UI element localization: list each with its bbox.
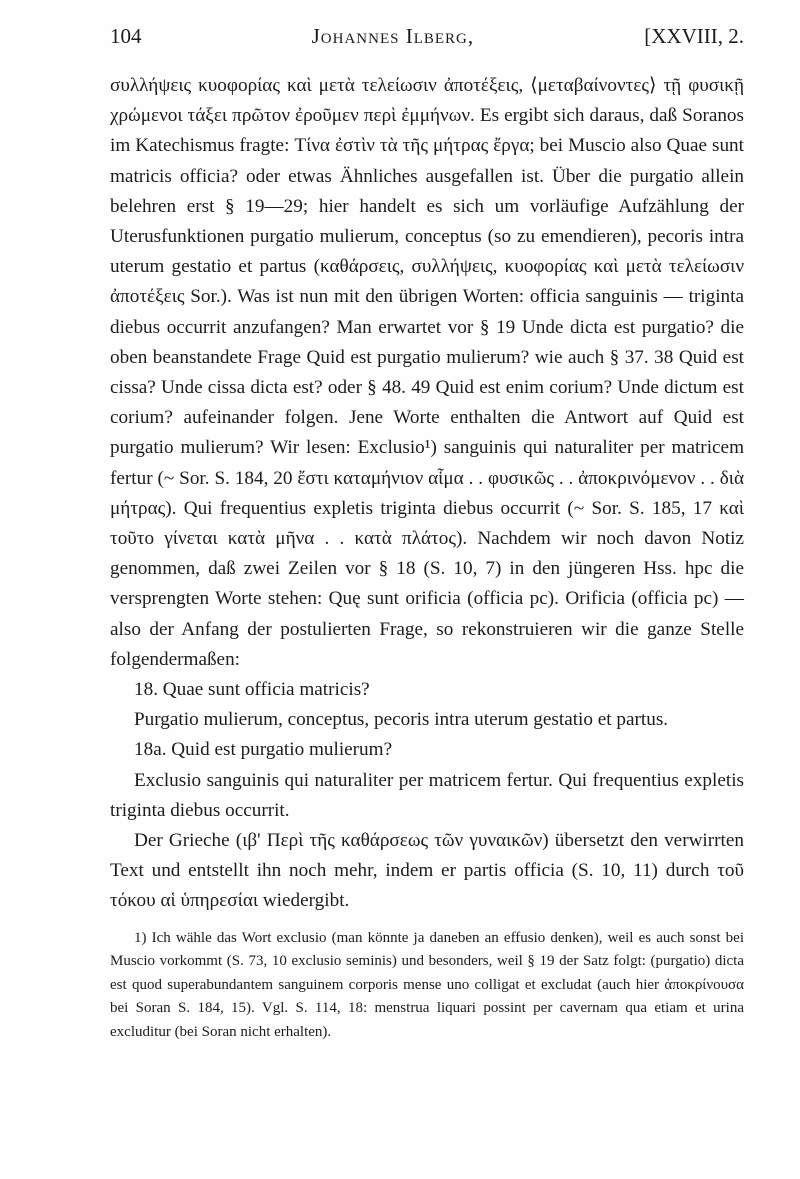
- reconstruction-question-18a: 18a. Quid est purgatio mulierum?: [134, 739, 393, 761]
- main-text: [110, 71, 744, 917]
- paragraph-discussion: συλλήψεις κυοφορίας καὶ μετὰ τελείωσιν ἀποτέξεις, ⟨μεταβαίνοντες⟩ τῇ φυσικῇ χρώμενοι τάξει πρῶτον ἐροῦμεν περὶ ἐμμήνων. Es ergibt sich daraus, daß Soranos im Katechismus fragte: Τίνα ἐστὶν τὰ τῆς μήτρας ἔργα; bei Muscio also Quae sunt matricis officia? oder etwas Ähnliches ausgefallen ist. Über die purgatio allein belehren erst § 19—29; hier handelt es sich um vorläufige Aufzählung der Uterusfunktionen purgatio mulierum, conceptus (so zu emendieren), pecoris intra uterum gestatio et partus (καθάρσεις, συλλήψεις, κυοφορίας καὶ μετὰ τελείωσιν ἀποτέξεις Sor.). Was ist nun mit den übrigen Worten: officia sanguinis — triginta diebus occurrit anzufangen? Man erwartet vor § 19 Unde dicta est purgatio? die oben beanstandete Frage Quid est purgatio mulierum? wie auch § 37. 38 Quid est cissa? Unde cissa dicta est? oder § 48. 49 Quid est enim corium? Unde dictum est corium? aufeinander folgen. Jene Worte enthalten die Antwort auf Quid est purgatio mulierum? Wir lesen: Exclusio¹) sanguinis qui naturaliter per matricem fertur (~ Sor. S. 184, 20 ἔστι καταμήνιον αἷμα . . φυσικῶς . . ἀποκρινόμενον . . διὰ μήτρας). Qui frequentius expletis triginta diebus occurrit (~ Sor. S. 185, 17 καὶ τοῦτο γίνεται κατὰ μῆνα . . κατὰ πλάτος). Nachdem wir noch davon Notiz genommen, daß zwei Zeilen vor § 18 (S. 10, 7) in den jüngeren Hss. hpc die versprengten Worte stehen: Quę sunt orificia (officia pc). Orificia (officia pc) — also der Anfang der postulierten Frage, so rekonstruieren wir die ganze Stelle folgendermaßen:: [110, 75, 744, 670]
- reconstruction-answer-18: Purgatio mulierum, conceptus, pecoris intra uterum gestatio et partus.: [134, 709, 669, 731]
- paragraph-greek-translation: Der Grieche (ιβ' Περὶ τῆς καθάρσεως τῶν γυναικῶν) übersetzt den verwirrten Text und entstellt ihn noch mehr, indem er partis officia (S. 10, 11) durch τοῦ τόκου αἱ ὑπηρεσίαι wiedergibt.: [110, 830, 744, 912]
- page-number: 104: [110, 24, 142, 48]
- volume-reference: [XXVIII, 2.: [644, 24, 744, 48]
- footnote-1: 1) Ich wähle das Wort exclusio (man könnte ja daneben an effusio denken), weil es auch sonst bei Muscio vorkommt (S. 73, 10 exclusio seminis) und besonders, weil § 19 der Satz folgt: (purgatio) dicta est quod superabundantem sanguinem corporis mense uno colligat et excludat (auch hier ἀποκρίνουσα bei Soran S. 184, 15). Vgl. S. 114, 18: menstrua liquari possint per cavernam qua etiam et urina excluditur (bei Soran nicht erhalten).: [110, 929, 744, 1040]
- reconstruction-question-18: 18. Quae sunt officia matricis?: [134, 679, 370, 701]
- reconstruction-answer-18a: Exclusio sanguinis qui naturaliter per matricem fertur. Qui frequentius expletis triginta diebus occurrit.: [110, 769, 744, 821]
- running-header: [110, 24, 744, 49]
- footnotes: [110, 927, 744, 1045]
- running-author: Johannes Ilberg,: [311, 24, 475, 48]
